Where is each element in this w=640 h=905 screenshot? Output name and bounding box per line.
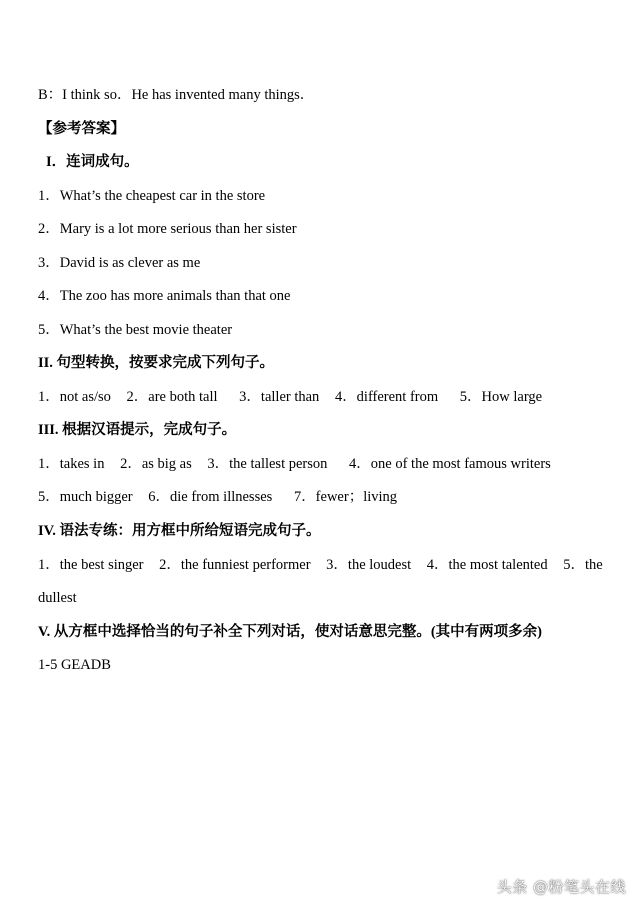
- section-4-item: 5．the: [563, 557, 603, 573]
- section-1-item: 2．Mary is a lot more serious than her sister: [38, 221, 297, 237]
- answer-heading: 【参考答案】: [38, 121, 125, 137]
- section-2-item: 4．different from: [334, 389, 439, 405]
- section-3-item: 5．much bigger: [38, 489, 133, 505]
- section-5-title: V. 从方框中选择恰当的句子补全下列对话，使对话意思完整。(其中有两项多余): [38, 624, 543, 640]
- section-4-item: 3．the loudest: [326, 557, 412, 573]
- section-3-item: 4．one of the most famous writers: [349, 456, 551, 472]
- section-4-title: IV. 语法专练：用方框中所给短语完成句子。: [38, 523, 321, 539]
- section-4-answers-row-2: dullest: [38, 590, 77, 606]
- section-2-item: 1．not as/so: [38, 389, 111, 405]
- section-1-title: I．连词成句。: [46, 154, 139, 170]
- section-3-item: 1．takes in: [38, 456, 105, 472]
- section-1-item: 5．What’s the best movie theater: [38, 322, 233, 338]
- section-2-item: 3．taller than: [239, 389, 320, 405]
- section-5-answer: 1-5 GEADB: [38, 657, 111, 673]
- section-2-item: 2．are both tall: [126, 389, 218, 405]
- section-2-item: 5．How large: [459, 389, 543, 405]
- section-3-item: 2．as big as: [120, 456, 192, 472]
- section-4-item: 2．the funniest performer: [159, 557, 311, 573]
- section-4-item: 4．the most talented: [426, 557, 548, 573]
- section-3-item: 6．die from illnesses: [148, 489, 273, 505]
- section-2-title: II. 句型转换，按要求完成下列句子。: [38, 355, 275, 371]
- section-1-item: 4．The zoo has more animals than that one: [38, 288, 291, 304]
- section-3-answers-row-2: [38, 487, 612, 507]
- section-3-answers-row-1: [38, 454, 612, 474]
- watermark-text: 头条 @粉笔头在线: [496, 878, 626, 896]
- section-1-item: 1．What’s the cheapest car in the store: [38, 188, 266, 204]
- section-3-title: III. 根据汉语提示，完成句子。: [38, 422, 237, 438]
- section-4-answers-row-1: [38, 555, 612, 575]
- section-3-item: 3．the tallest person: [207, 456, 328, 472]
- dialogue-line: B：I think so．He has invented many things．: [38, 87, 315, 103]
- section-1-item: 3．David is as clever as me: [38, 255, 201, 271]
- section-4-item: 1．the best singer: [38, 557, 144, 573]
- section-3-item: 7．fewer；living: [293, 489, 398, 505]
- section-2-answers: [38, 387, 612, 407]
